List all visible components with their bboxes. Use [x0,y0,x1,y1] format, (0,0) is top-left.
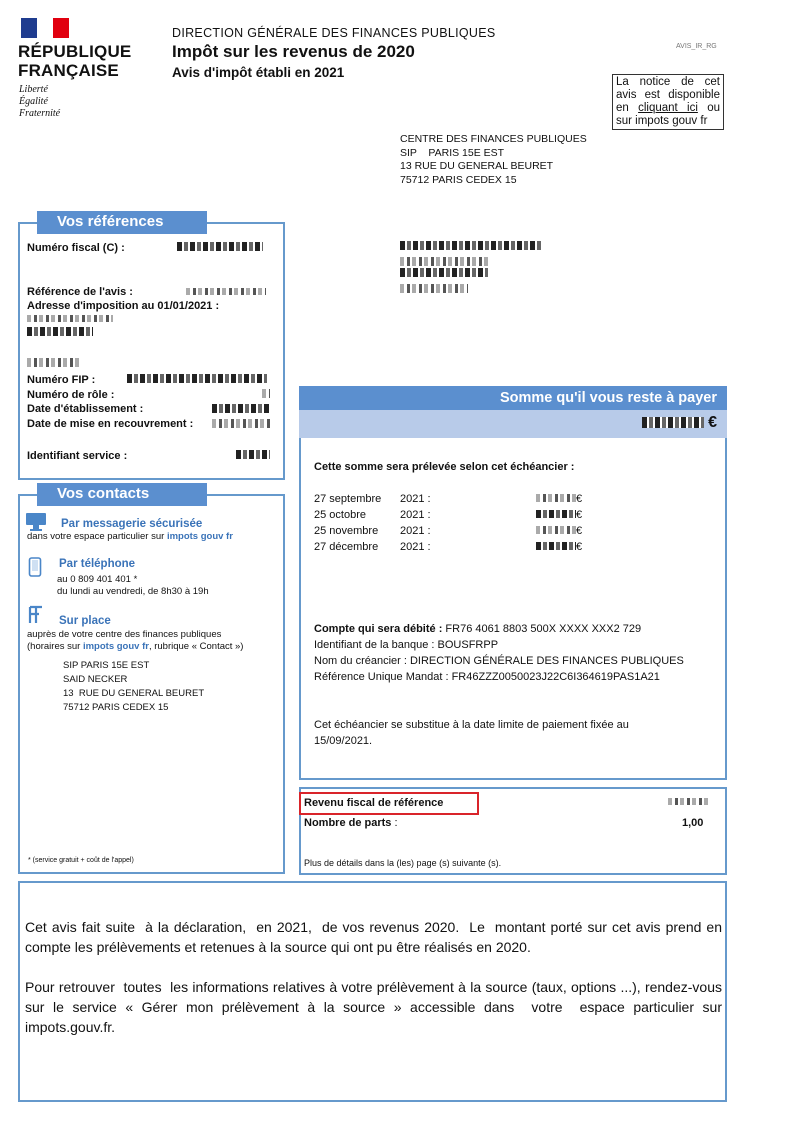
place-title: Sur place [59,615,111,627]
republique-logo-text: RÉPUBLIQUE FRANÇAISE [18,42,132,80]
parts-label: Nombre de parts : [304,817,398,829]
schedule-note: Cet échéancier se substitue à la date limite de paiement fixée au 15/09/2021. [314,719,629,747]
adresse-imposition-label: Adresse d'imposition au 01/01/2021 : [27,300,220,312]
identifiant-service-label: Identifiant service : [27,450,128,462]
redacted-recipient-line [400,241,542,250]
references-title: Vos références [37,211,207,234]
place-hours: (horaires sur impots gouv fr, rubrique « Contact ») [27,641,244,652]
header-dgfip: DIRECTION GÉNÉRALE DES FINANCES PUBLIQUES [172,26,496,40]
payment-title: Somme qu'il vous reste à payer [299,386,727,410]
schedule-row: 27 décembre 2021 : [314,541,431,553]
document-code: AVIS_IR_RG [676,43,717,50]
numero-fiscal-label: Numéro fiscal (C) : [27,242,125,254]
marianne-flag-logo [21,18,69,38]
schedule-intro: Cette somme sera prélevée selon cet échéancier : [314,461,575,473]
parts-value: 1,00 [682,817,704,829]
payment-amount: € [299,410,727,438]
page-title: Impôt sur les revenus de 2020 [172,42,415,61]
schedule-row: 25 octobre 2021 : [314,509,431,521]
contacts-footnote: * (service gratuit + coût de l'appel) [28,857,134,864]
details-note: Plus de détails dans la (les) page (s) suivante (s). [304,858,502,868]
page-subtitle: Avis d'impôt établi en 2021 [172,65,345,80]
computer-icon [25,512,47,532]
redacted-recipient-line [400,257,490,266]
telephone-title: Par téléphone [59,558,136,570]
redacted-value [127,374,267,383]
impots-link[interactable]: impots gouv fr [166,531,233,542]
cfp-address: CENTRE DES FINANCES PUBLIQUES SIP PARIS 15E EST 13 RUE DU GENERAL BEURET 75712 PARIS CEDEX 15 [400,133,587,186]
messagerie-title: Par messagerie sécurisée [61,518,203,530]
impots-link[interactable]: impots gouv fr [82,641,149,652]
date-recouvrement-label: Date de mise en recouvrement : [27,418,194,430]
building-icon [27,605,45,625]
reference-avis-label: Référence de l'avis : [27,286,133,298]
schedule-row: 25 novembre 2021 : [314,525,431,537]
notice-link[interactable]: cliquant ici [638,102,698,114]
redacted-value [262,389,270,398]
redacted-value [27,327,93,336]
place-text: auprès de votre centre des finances publiques [27,629,222,640]
messagerie-text: dans votre espace particulier sur impots gouv fr [27,531,233,542]
contacts-title: Vos contacts [37,483,207,506]
rfr-label: Revenu fiscal de référence [304,797,444,809]
republique-motto: Liberté Égalité Fraternité [19,84,61,119]
redacted-value [27,358,79,367]
contact-address: SIP PARIS 15E EST SAID NECKER 13 RUE DU GENERAL BEURET 75712 PARIS CEDEX 15 [63,660,205,713]
redacted-value [212,419,270,428]
info-text: Cet avis fait suite à la déclaration, en 2021, de vos revenus 2020. Le montant porté sur cet avis prend en compte les prélèvements et retenues à la source qui ont pu être réalisés en 2020. Pour retrouver toutes les informations relatives à votre prélèvement à la source (taux, options ...), rendez-vous sur le service « Gérer mon prélèvement à la source » accessible dans votre espace particulier sur impots.gouv.fr. [25,919,726,1035]
numero-fip-label: Numéro FIP : [27,374,96,386]
redacted-value [186,288,266,295]
telephone-number: au 0 809 401 401 * [57,574,138,585]
bank-info: Compte qui sera débité : FR76 4061 8803 500X XXXX XXX2 729 Identifiant de la banque : BOUSFRPP Nom du créancier : DIRECTION GÉNÉRALE DES FINANCES PUBLIQUES Référence Unique Mandat : FR46ZZZ0050023J22C6I364619PAS1A21 [314,623,684,683]
notice-box: La notice de cet avis est disponible en cliquant ici ou sur impots gouv fr [612,74,724,130]
redacted-recipient-line [400,284,468,293]
schedule-amounts: € € € € [536,491,582,555]
redacted-value [27,315,113,322]
numero-role-label: Numéro de rôle : [27,389,115,401]
telephone-hours: du lundi au vendredi, de 8h30 à 19h [57,586,209,597]
references-box [18,222,285,480]
schedule-list [314,491,431,555]
date-etablissement-label: Date d'établissement : [27,403,144,415]
schedule-row: 27 septembre 2021 : [314,493,431,505]
redacted-recipient-line [400,268,488,277]
redacted-value [668,798,708,805]
phone-icon [28,557,42,577]
redacted-value [236,450,270,459]
redacted-value [212,404,270,413]
redacted-value [177,242,263,251]
